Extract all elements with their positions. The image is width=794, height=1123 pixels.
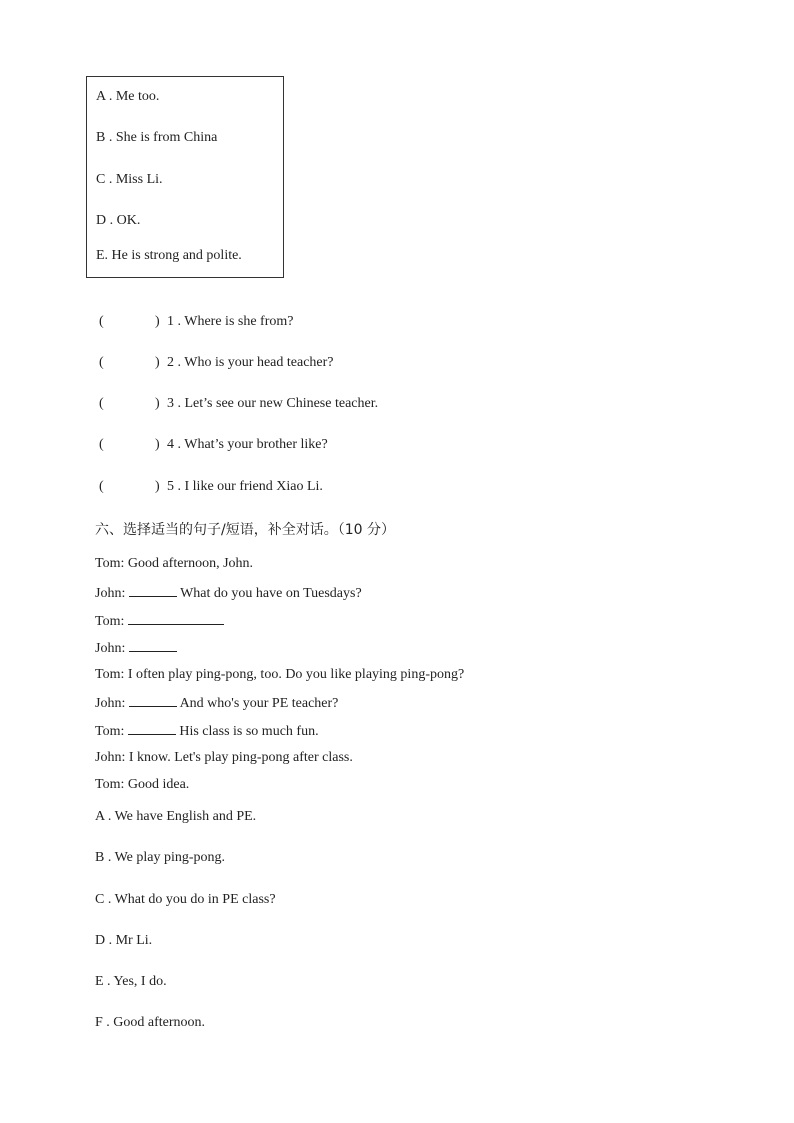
question-text: 3 . Let’s see our new Chinese teacher.: [167, 396, 379, 411]
answer-blank[interactable]: [129, 694, 177, 707]
dialogue-line: [95, 612, 224, 630]
answer-paren-close: ): [155, 396, 160, 411]
answer-option: B . We play ping-pong.: [95, 850, 226, 865]
question-text: 4 . What’s your brother like?: [167, 437, 328, 452]
dialogue-speaker: John:: [95, 586, 129, 601]
question-text: 1 . Where is she from?: [167, 314, 294, 329]
dialogue-speaker: Tom:: [95, 614, 128, 629]
answer-option: D . Mr Li.: [95, 933, 153, 948]
answer-paren-open[interactable]: (: [99, 437, 104, 452]
dialogue-line: [95, 639, 177, 657]
dialogue-text: His class is so much fun.: [175, 724, 319, 739]
dialogue-text: And who's your PE teacher?: [176, 696, 339, 711]
dialogue-speaker: John:: [95, 641, 129, 656]
answer-option: C . What do you do in PE class?: [95, 892, 276, 907]
dialogue-line: [95, 667, 464, 683]
dialogue-line: [95, 556, 253, 572]
dialogue-line: [95, 750, 353, 766]
answer-paren-close: ): [155, 314, 160, 329]
dialogue-line: [95, 694, 338, 712]
box-option: B . She is from China: [96, 130, 218, 145]
dialogue-text: Tom: I often play ping-pong, too. Do you like playing ping-pong?: [95, 667, 465, 682]
answer-option: A . We have English and PE.: [95, 809, 257, 824]
answer-paren-close: ): [155, 355, 160, 370]
answer-paren-open[interactable]: (: [99, 355, 104, 370]
box-option: A . Me too.: [96, 89, 160, 104]
dialogue-line: [95, 722, 319, 740]
dialogue-line: [95, 777, 189, 793]
dialogue-text: Tom: Good idea.: [95, 777, 190, 792]
answer-blank[interactable]: [129, 584, 177, 597]
section-title: 六、选择适当的句子/短语，补全对话。（10 分）: [95, 522, 395, 538]
answer-paren-close: ): [155, 479, 160, 494]
dialogue-text: John: I know. Let's play ping-pong after class.: [95, 750, 353, 765]
answer-paren-open[interactable]: (: [99, 479, 104, 494]
dialogue-speaker: John:: [95, 696, 129, 711]
answer-paren-open[interactable]: (: [99, 314, 104, 329]
dialogue-text: What do you have on Tuesdays?: [176, 586, 362, 601]
answer-paren-close: ): [155, 437, 160, 452]
answer-blank[interactable]: [128, 612, 224, 625]
answer-blank[interactable]: [128, 722, 176, 735]
answer-option: F . Good afternoon.: [95, 1015, 206, 1030]
box-option: D . OK.: [96, 213, 141, 228]
options-box: [86, 76, 284, 278]
question-text: 5 . I like our friend Xiao Li.: [167, 479, 323, 494]
dialogue-line: [95, 584, 362, 602]
answer-blank[interactable]: [129, 639, 177, 652]
question-text: 2 . Who is your head teacher?: [167, 355, 334, 370]
box-option: E. He is strong and polite.: [96, 248, 242, 263]
dialogue-text: Tom: Good afternoon, John.: [95, 556, 254, 571]
answer-option: E . Yes, I do.: [95, 974, 167, 989]
dialogue-speaker: Tom:: [95, 724, 128, 739]
box-option: C . Miss Li.: [96, 172, 163, 187]
answer-paren-open[interactable]: (: [99, 396, 104, 411]
